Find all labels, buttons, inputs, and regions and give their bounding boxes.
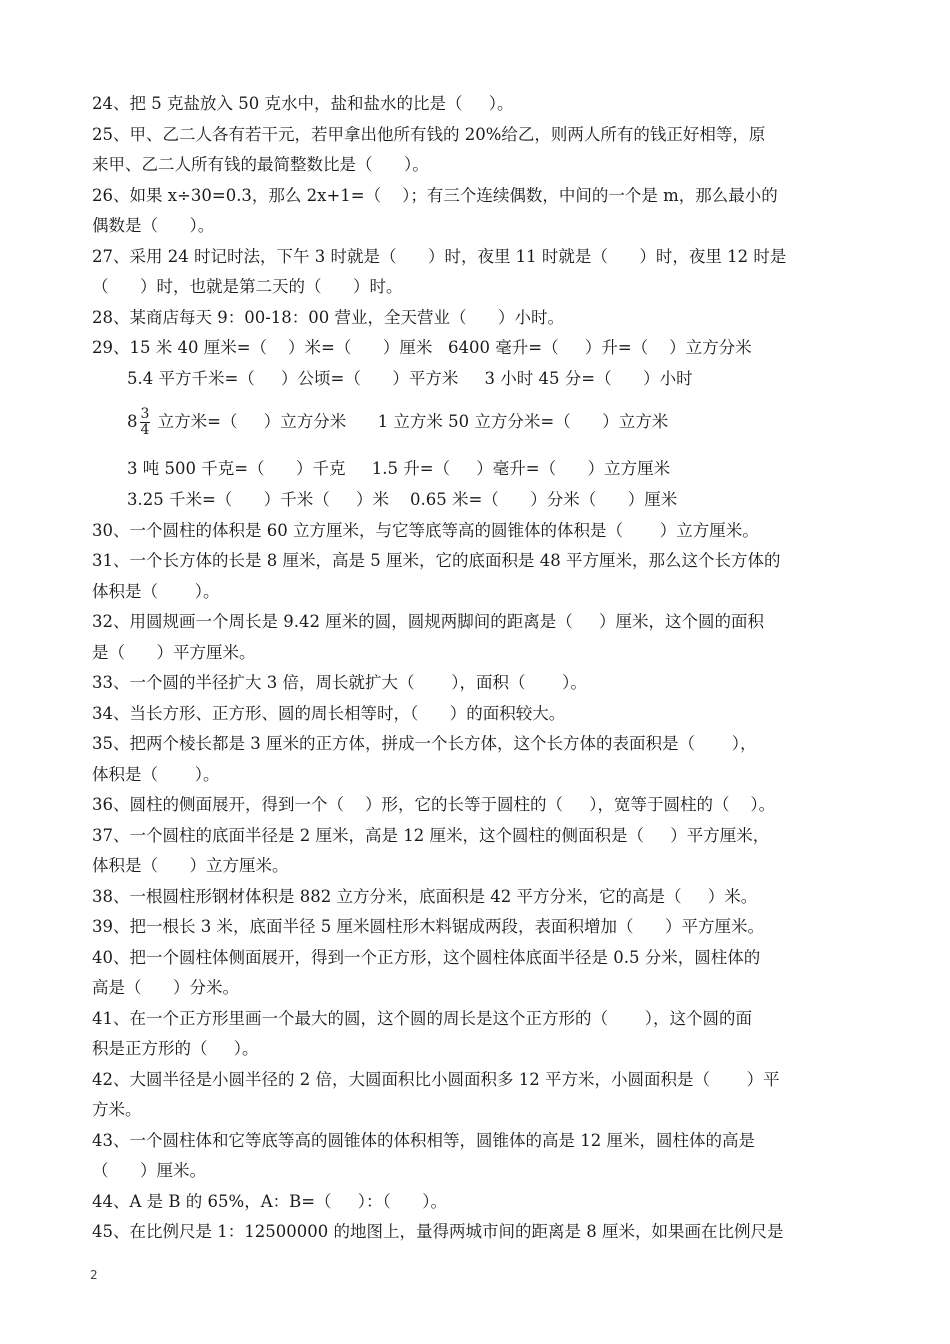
question-30: 30、一个圆柱的体积是 60 立方厘米，与它等底等高的圆锥体的体积是（ ）立方厘米。	[92, 521, 759, 540]
question-44: 44、A 是 B 的 65%，A：B=（ ）：（ ）。	[92, 1192, 447, 1211]
question-28: 28、某商店每天 9：00-18：00 营业，全天营业（ ）小时。	[92, 308, 565, 327]
question-29-sub-1: 5.4 平方千米=（ ）公顷=（ ）平方米 3 小时 45 分=（ ）小时	[127, 369, 693, 388]
mixed-number-fraction	[140, 407, 151, 438]
question-39: 39、把一根长 3 米，底面半径 5 厘米圆柱形木料锯成两段，表面积增加（ ）平方厘米。	[92, 917, 764, 936]
question-40: 40、把一个圆柱体侧面展开，得到一个正方形，这个圆柱体底面半径是 0.5 分米，圆柱体的	[92, 948, 761, 967]
question-37-cont: 体积是（ ）立方厘米。	[92, 856, 289, 875]
question-43-cont: （ ）厘米。	[92, 1161, 206, 1180]
question-41-cont: 积是正方形的（ ）。	[92, 1039, 259, 1058]
question-35-cont: 体积是（ ）。	[92, 765, 220, 784]
question-24: 24、把 5 克盐放入 50 克水中，盐和盐水的比是（ ）。	[92, 94, 514, 113]
question-25-cont: 来甲、乙二人所有钱的最简整数比是（ ）。	[92, 155, 429, 174]
question-31: 31、一个长方体的长是 8 厘米，高是 5 厘米，它的底面积是 48 平方厘米，那么这个长方体的	[92, 551, 781, 570]
mixed-number-whole: 8	[127, 412, 138, 431]
question-29-sub-3: 3 吨 500 千克=（ ）千克 1.5 升=（ ）毫升=（ ）立方厘米	[127, 459, 671, 478]
question-27-cont: （ ）时，也就是第二天的（ ）时。	[92, 277, 403, 296]
question-37: 37、一个圆柱的底面半径是 2 厘米，高是 12 厘米，这个圆柱的侧面积是（ ）平方厘米，	[92, 826, 770, 845]
question-32: 32、用圆规画一个周长是 9.42 厘米的圆，圆规两脚间的距离是（ ）厘米，这个圆的面积	[92, 612, 764, 631]
fraction-denominator: 4	[140, 421, 150, 438]
question-33: 33、一个圆的半径扩大 3 倍，周长就扩大（ ），面积（ ）。	[92, 673, 587, 692]
question-26-cont: 偶数是（ ）。	[92, 216, 215, 235]
question-42: 42、大圆半径是小圆半径的 2 倍，大圆面积比小圆面积多 12 平方米，小圆面积是（ ）平	[92, 1070, 780, 1089]
question-35: 35、把两个棱长都是 3 厘米的正方体，拼成一个长方体，这个长方体的表面积是（ ），	[92, 734, 757, 753]
question-34: 34、当长方形、正方形、圆的周长相等时，（ ）的面积较大。	[92, 704, 566, 723]
fraction-line-text: 立方米=（ ）立方分米 1 立方米 50 立方分米=（ ）立方米	[152, 412, 669, 431]
question-31-cont: 体积是（ ）。	[92, 582, 220, 601]
question-36: 36、圆柱的侧面展开，得到一个（ ）形，它的长等于圆柱的（ ），宽等于圆柱的（ ）。	[92, 795, 776, 814]
question-38: 38、一根圆柱形钢材体积是 882 立方分米，底面积是 42 平方分米，它的高是（ ）米。	[92, 887, 758, 906]
question-42-cont: 方米。	[92, 1100, 142, 1119]
question-29-sub-4: 3.25 千米=（ ）千米（ ）米 0.65 米=（ ）分米（ ）厘米	[127, 490, 678, 509]
question-29-fraction-line	[127, 402, 897, 442]
question-27: 27、采用 24 时记时法，下午 3 时就是（ ）时，夜里 11 时就是（ ）时，夜里 12 时是	[92, 247, 787, 266]
question-26: 26、如果 x÷30=0.3，那么 2x+1=（ ）；有三个连续偶数，中间的一个是 m，那么最小的	[92, 186, 778, 205]
question-25: 25、甲、乙二人各有若干元，若甲拿出他所有钱的 20%给乙，则两人所有的钱正好相等，原	[92, 125, 766, 144]
question-32-cont: 是（ ）平方厘米。	[92, 643, 256, 662]
question-45: 45、在比例尺是 1：12500000 的地图上，量得两城市间的距离是 8 厘米，如果画在比例尺是	[92, 1222, 784, 1241]
question-43: 43、一个圆柱体和它等底等高的圆锥体的体积相等，圆锥体的高是 12 厘米，圆柱体的高是	[92, 1131, 755, 1150]
question-29: 29、15 米 40 厘米=（ ）米=（ ）厘米 6400 毫升=（ ）升=（ ）立方分米	[92, 338, 752, 357]
question-41: 41、在一个正方形里画一个最大的圆，这个圆的周长是这个正方形的（ ），这个圆的面	[92, 1009, 752, 1028]
fraction-numerator: 3	[140, 405, 150, 422]
question-40-cont: 高是（ ）分米。	[92, 978, 239, 997]
page-number: 2	[90, 1268, 98, 1282]
